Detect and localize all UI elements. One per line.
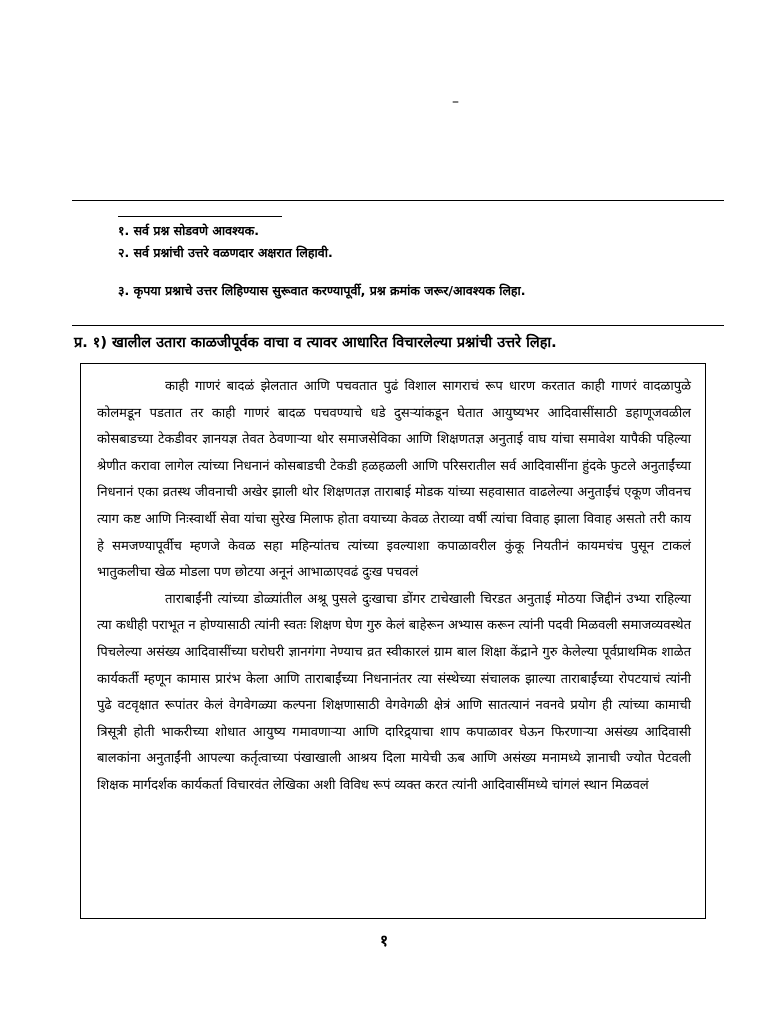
section-divider	[72, 325, 724, 326]
page-number: १	[379, 931, 389, 950]
top-divider	[72, 200, 724, 201]
question-heading: प्र. १) खालील उतारा काळजीपूर्वक वाचा व त्यावर आधारित विचारलेल्या प्रश्नांची उत्तरे लिहा.	[74, 335, 557, 351]
instruction-1: १. सर्व प्रश्न सोडवणे आवश्यक.	[118, 223, 260, 238]
passage-box	[80, 363, 706, 919]
passage-paragraph-1: काही गाणरं बादळं झेलतात आणि पचवतात पुढं विशाल सागराचं रूप धारण करतात काही गाणरं वादळापुळे कोलमडून पडतात तर काही गाणरं बादळ पचवण्याचे धडे दुसऱ्यांकडून घेतात आयुष्यभर आदिवासींसाठी डहाणूजवळील कोसबाडच्या टेकडीवर ज्ञानयज्ञ तेवत ठेवणाऱ्या थोर समाजसेविका आणि शिक्षणतज्ञ अनुताई वाघ यांचा समावेश यापैकी पहिल्या श्रेणीत करावा लागेल त्यांच्या निधनानं कोसबाडची टेकडी हळहळली आणि परिसरातील सर्व आदिवासींना हुंदके फुटले अनुताईंच्या निधनानं एका व्रतस्थ जीवनाची अखेर झाली थोर शिक्षणतज्ञ ताराबाई मोडक यांच्या सहवासात वाढलेल्या अनुताईंचं एकूण जीवनच त्याग कष्ट आणि निःस्वार्थी सेवा यांचा सुरेख मिलाफ होता वयाच्या केवळ तेराव्या वर्षी त्यांचा विवाह झाला विवाह असतो तरी काय हे समजण्यापूर्वीच म्हणजे केवळ सहा महिन्यांतच त्यांच्या इवल्याशा कपाळावरील कुंकू नियतीनं कायमचंच पुसून टाकलं भातुकलीचा खेळ मोडला पण छोटया अनूनं आभाळाएवढं दुःख पचवलं	[97, 379, 691, 581]
instructions-underline	[118, 216, 282, 217]
instruction-2: २. सर्व प्रश्नांची उत्तरे वळणदार अक्षरात लिहावी.	[118, 245, 333, 260]
passage-paragraph-2: ताराबाईंनी त्यांच्या डोळ्यांतील अश्रू पुसले दुःखाचा डोंगर टाचेखाली चिरडत अनुताई मोठया जिद्दीनं उभ्या राहिल्या त्या कधीही पराभूत न होण्यासाठी त्यांनी स्वतः शिक्षण घेण गुरु केलं बाहेरून अभ्यास करून त्यांनी पदवी मिळवली समाजव्यवस्थेत पिचलेल्या असंख्य आदिवासींच्या घरोघरी ज्ञानगंगा नेण्याच व्रत स्वीकारलं ग्राम बाल शिक्षा केंद्राने गुरु केलेल्या पूर्वप्राथमिक शाळेत कार्यकर्ती म्हणून कामास प्रारंभ केला आणि ताराबाईंच्या निधनानंतर त्या संस्थेच्या संचालक झाल्या ताराबाईंच्या रोपटयाचं त्यांनी पुढे वटवृक्षात रूपांतर केलं वेगवेगळ्या कल्पना शिक्षणासाठी वेगवेगळी क्षेत्रं आणि सातत्यानं नवनवे प्रयोग ही त्यांच्या कामाची त्रिसूत्री होती भाकरीच्या शोधात आयुष्य गमावणाऱ्या आणि दारिद्र्याचा शाप कपाळावर घेऊन फिरणाऱ्या असंख्य आदिवासी बालकांना अनुताईंनी आपल्या कर्तृत्वाच्या पंखाखाली आश्रय दिला मायेची ऊब आणि असंख्य मनामध्ये ज्ञानाची ज्योत पेटवली शिक्षक मार्गदर्शक कार्यकर्ता विचारवंत लेखिका अशी विविध रूपं व्यक्त करत त्यांनी आदिवासींमध्ये चांगलं स्थान मिळवलं	[97, 591, 691, 793]
passage-text	[97, 374, 691, 800]
instruction-3: ३. कृपया प्रश्नाचे उत्तर लिहिण्यास सुरूवात करण्यापूर्वी, प्रश्न क्रमांक जरूर/आवश्यक लिहा.	[118, 283, 526, 298]
header-dash: –	[452, 94, 459, 110]
